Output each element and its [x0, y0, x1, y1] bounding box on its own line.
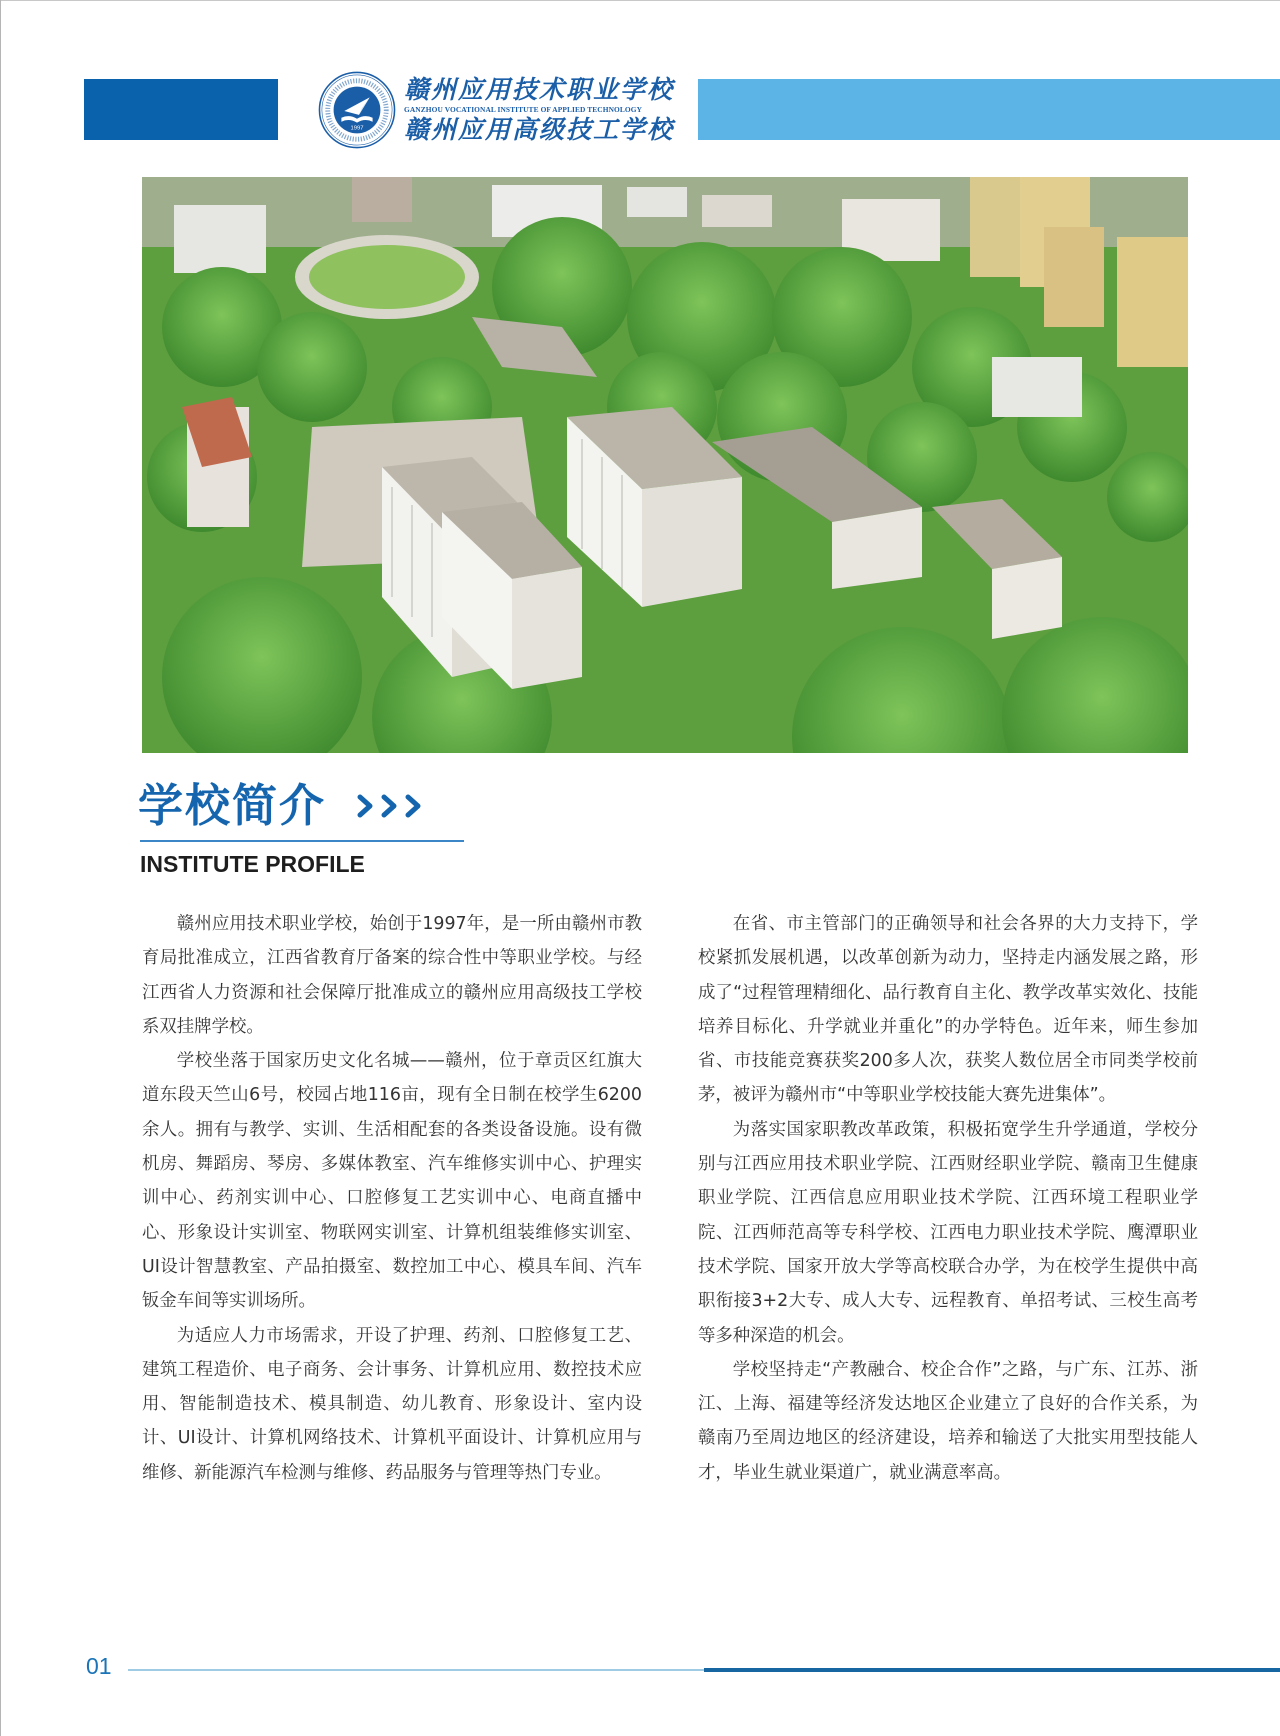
school-name-cn-secondary: 赣州应用高级技工学校 — [404, 115, 675, 144]
campus-aerial-photo — [142, 177, 1188, 753]
footer-rule-light — [128, 1669, 704, 1671]
paragraph: 学校坚持走“产教融合、校企合作”之路，与广东、江苏、浙江、上海、福建等经济发达地区企业建立了良好的合作关系，为赣南乃至周边地区的经济建设，培养和输送了大批实用型技能人才，毕业生就业渠道广，就业满意率高。 — [698, 1359, 1198, 1483]
paragraph: 为适应人力市场需求，开设了护理、药剂、口腔修复工艺、建筑工程造价、电子商务、会计事务、计算机应用、数控技术应用、智能制造技术、模具制造、幼儿教育、形象设计、室内设计、UI设计、计算机网络技术、计算机平面设计、计算机应用与维修、新能源汽车检测与维修、药品服务与管理等热门专业。 — [142, 1325, 642, 1483]
header-accent-bar-right — [698, 79, 1280, 140]
svg-text:1997: 1997 — [350, 125, 364, 132]
header-accent-bar-left — [84, 79, 278, 140]
body-column-right — [698, 907, 1198, 1490]
school-logo — [318, 68, 678, 152]
section-title-cn: 学校简介 — [138, 779, 327, 832]
paragraph: 在省、市主管部门的正确领导和社会各界的大力支持下，学校紧抓发展机遇，以改革创新为动力，坚持走内涵发展之路，形成了“过程管理精细化、品行教育自主化、教学改革实效化、技能培养目标化、升学就业并重化”的办学特色。近年来，师生参加省、市技能竞赛获奖200多人次，获奖人数位居全市同类学校前茅，被评为赣州市“中等职业学校技能大赛先进集体”。 — [698, 914, 1198, 1106]
page-border-top — [0, 0, 1280, 1]
school-name-en: GANZHOU VOCATIONAL INSTITUTE OF APPLIED TECHNOLOGY — [404, 105, 643, 114]
page-border-left — [0, 0, 1, 1736]
paragraph: 赣州应用技术职业学校，始创于1997年，是一所由赣州市教育局批准成立，江西省教育厅备案的综合性中等职业学校。与经江西省人力资源和社会保障厅批准成立的赣州应用高级技工学校系双挂牌学校。 — [142, 914, 642, 1037]
paragraph: 为落实国家职教改革政策，积极拓宽学生升学通道，学校分别与江西应用技术职业学院、江西财经职业学院、赣南卫生健康职业学院、江西信息应用职业技术学院、江西环境工程职业学院、江西师范高等专科学校、江西电力职业技术学院、鹰潭职业技术学院、国家开放大学等高校联合办学，为在校学生提供中高职衔接3+2大专、成人大专、远程教育、单招考试、三校生高考等多种深造的机会。 — [698, 1119, 1198, 1346]
section-title-divider — [140, 840, 464, 842]
section-title-en: INSTITUTE PROFILE — [140, 851, 365, 877]
footer-rule-dark — [704, 1668, 1280, 1672]
paragraph: 学校坐落于国家历史文化名城——赣州，位于章贡区红旗大道东段天竺山6号，校园占地116亩，现有全日制在校学生6200余人。拥有与教学、实训、生活相配套的各类设备设施。设有微机房、舞蹈房、琴房、多媒体教室、汽车维修实训中心、护理实训中心、药剂实训中心、口腔修复工艺实训中心、电商直播中心、形象设计实训室、物联网实训室、计算机组装维修实训室、UI设计智慧教室、产品拍摄室、数控加工中心、模具车间、汽车钣金车间等实训场所。 — [142, 1051, 642, 1312]
school-emblem-icon — [318, 71, 396, 149]
section-heading — [138, 778, 422, 834]
body-column-left — [142, 907, 642, 1490]
page-number: 01 — [86, 1653, 112, 1679]
triple-chevron-right-icon — [356, 794, 422, 818]
school-name-cn: 赣州应用技术职业学校 — [404, 75, 675, 104]
